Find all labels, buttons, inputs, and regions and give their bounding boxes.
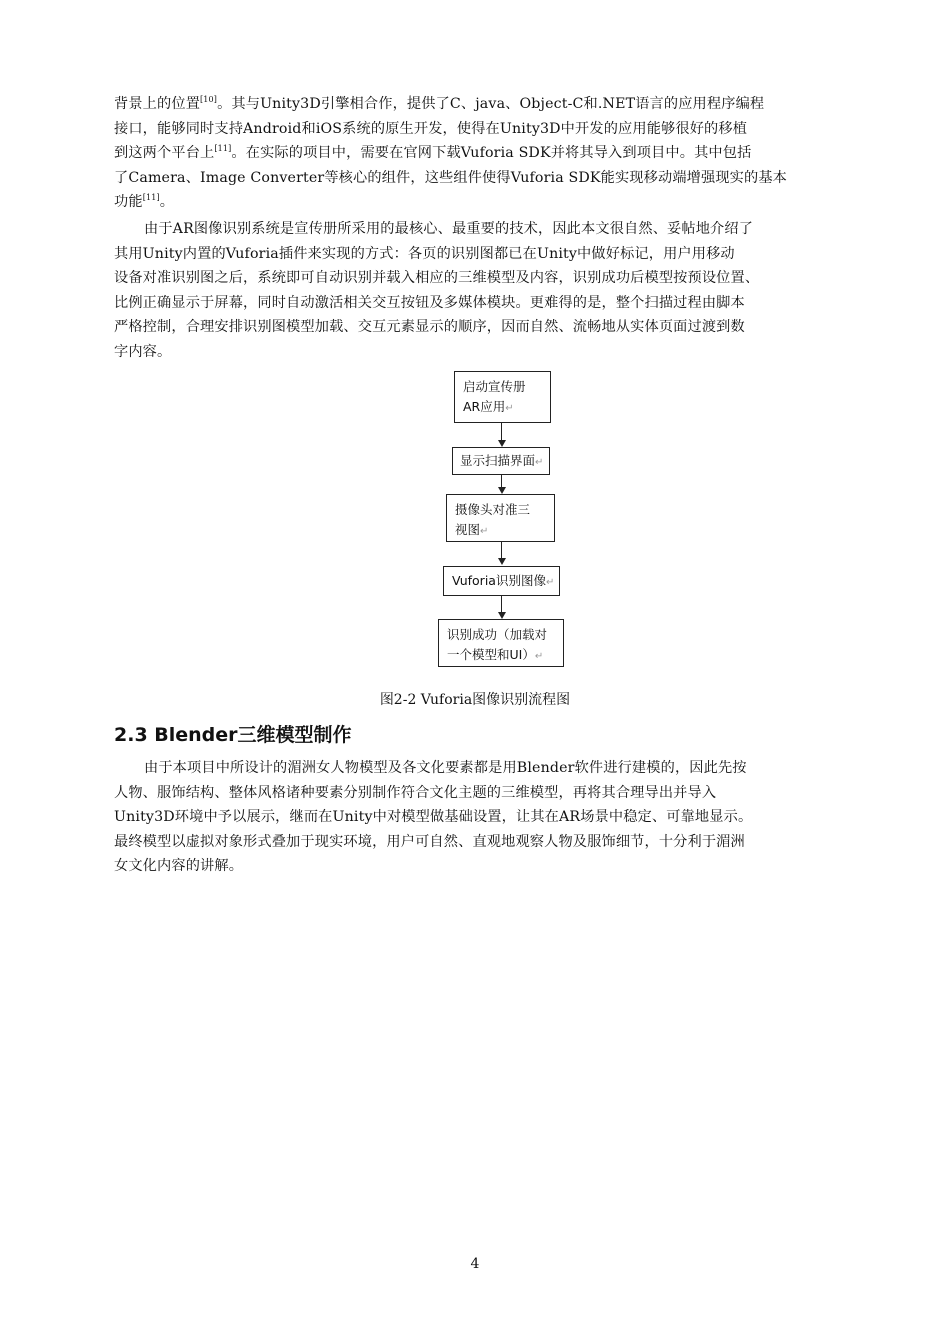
text-line: 了Camera、Image Converter等核心的组件，这些组件使得Vuforia SDK能实现移动端增强现实的基本 (114, 169, 788, 186)
text-line: 到这两个平台上[11]。在实际的项目中，需要在官网下载Vuforia SDK并将其导入到项目中。其中包括 (114, 144, 752, 162)
flow-step-success-load (438, 619, 564, 667)
flow-step-text: AR应用↵ (463, 399, 514, 414)
flow-step-text: 摄像头对准三 (455, 502, 531, 517)
text-line: 背景上的位置[10]。其与Unity3D引擎相合作，提供了C、java、Object-C和.NET语言的应用程序编程 (114, 95, 765, 112)
flow-arrowhead (498, 612, 506, 619)
flow-step-text: 识别成功（加载对 (447, 627, 548, 642)
text-line: 其用Unity内置的Vuforia插件来实现的方式：各页的识别图都已在Unity中做好标记，用户用移动 (114, 245, 735, 262)
flow-arrowhead (498, 558, 506, 565)
text-line: 严格控制，合理安排识别图模型加载、交互元素显示的顺序，因而自然、流畅地从实体页面过渡到数 (114, 319, 745, 336)
section-heading: 2.3 Blender三维模型制作 (114, 724, 352, 746)
text-line: Unity3D环境中予以展示，继而在Unity中对模型做基础设置，让其在AR场景中稳定、可靠地显示。 (114, 809, 753, 826)
flow-step-start-app (454, 371, 551, 423)
text-line: 比例正确显示于屏幕，同时自动激活相关交互按钮及多媒体模块。更难得的是，整个扫描过程由脚本 (114, 294, 745, 311)
flow-step-text: 显示扫描界面↵ (460, 453, 544, 468)
text-line: 功能[11]。 (114, 193, 175, 211)
text-line: 人物、服饰结构、整体风格诸种要素分别制作符合文化主题的三维模型，再将其合理导出并导入 (114, 784, 717, 801)
text-line: 字内容。 (114, 343, 172, 360)
figure-caption: 图2-2 Vuforia图像识别流程图 (379, 692, 571, 708)
text-line: 由于AR图像识别系统是宣传册所采用的最核心、最重要的技术，因此本文很自然、妥帖地介绍了 (144, 221, 754, 237)
flow-arrowhead (498, 487, 506, 494)
page-number: 4 (470, 1256, 480, 1272)
text-line: 最终模型以虚拟对象形式叠加于现实环境，用户可自然、直观地观察人物及服饰细节，十分利于湄洲 (114, 833, 745, 850)
text-line: 女文化内容的讲解。 (114, 858, 244, 875)
flow-step-text: Vuforia识别图像↵ (452, 573, 555, 588)
flow-step-text: 一个模型和UI）↵ (447, 647, 544, 662)
paragraph-vuforia-sdk (114, 92, 860, 215)
flow-step-camera-aim (446, 494, 555, 542)
text-line: 由于本项目中所设计的湄洲女人物模型及各文化要素都是用Blender软件进行建模的，因此先按 (144, 760, 747, 776)
flow-arrowhead (498, 440, 506, 447)
text-line: 设备对准识别图之后，系统即可自动识别并载入相应的三维模型及内容，识别成功后模型按预设位置、 (114, 270, 760, 287)
paragraph-blender-modeling (114, 756, 860, 879)
text-line: 接口，能够同时支持Android和iOS系统的原生开发，使得在Unity3D中开发的应用能够很好的移植 (114, 120, 748, 137)
flow-step-text: 视图↵ (455, 522, 489, 537)
flow-step-show-scan (452, 447, 550, 475)
paragraph-ar-recognition (114, 217, 860, 365)
flow-step-text: 启动宣传册 (463, 379, 526, 394)
flow-step-vuforia-recognize (443, 566, 560, 596)
